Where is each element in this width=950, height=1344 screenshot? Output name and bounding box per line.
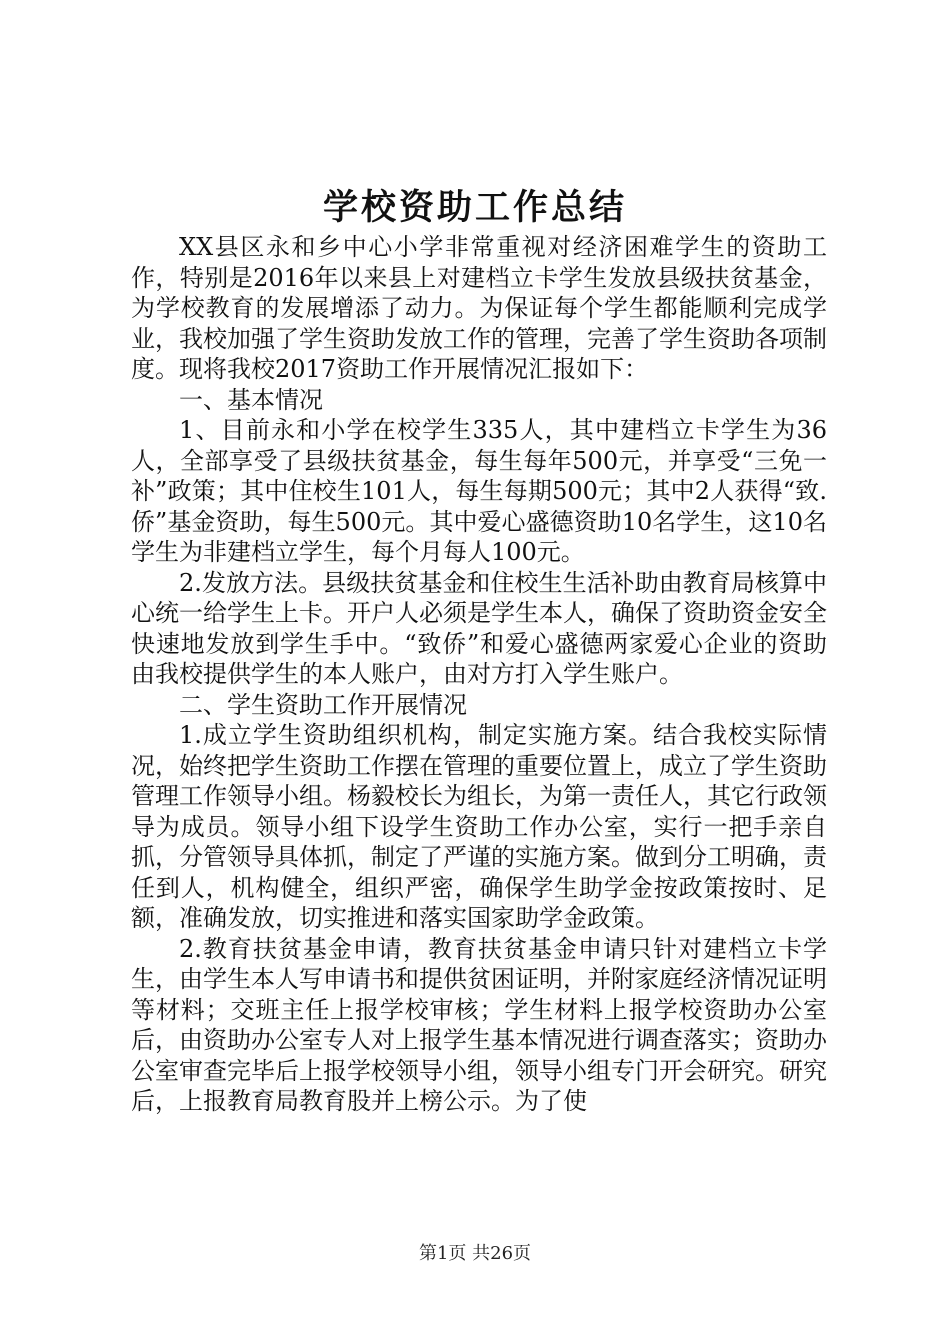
document-body <box>131 232 827 1117</box>
paragraph-distribution-method: 2.发放方法。县级扶贫基金和住校生生活补助由教育局核算中心统一给学生上卡。开户人必须是学生本人，确保了资助资金安全快速地发放到学生手中。“致侨”和爱心盛德两家爱心企业的资助由我校提供学生的本人账户，由对方打入学生账户。 <box>131 568 827 688</box>
paragraph-student-numbers: 1、目前永和小学在校学生335人，其中建档立卡学生为36人，全部享受了县级扶贫基金，每生每年500元，并享受“三免一补”政策；其中住校生101人，每生每期500元；其中2人获得“致.侨”基金资助，每生500元。其中爱心盛德资助10名学生，这10名学生为非建档立学生，每个月每人100元。 <box>131 416 827 566</box>
section-heading-basic-situation: 一、基本情况 <box>179 385 323 414</box>
page-number-footer: 第1页 共26页 <box>418 1243 532 1264</box>
paragraph-intro: XX县区永和乡中心小学非常重视对经济困难学生的资助工作，特别是2016年以来县上对建档立卡学生发放县级扶贫基金，为学校教育的发展增添了动力。为保证每个学生都能顺利完成学业，我校加强了学生资助发放工作的管理，完善了学生资助各项制度。现将我校2017资助工作开展情况汇报如下： <box>131 233 827 383</box>
section-heading-work-progress: 二、学生资助工作开展情况 <box>179 690 467 719</box>
paragraph-organization: 1.成立学生资助组织机构，制定实施方案。结合我校实际情况，始终把学生资助工作摆在管理的重要位置上，成立了学生资助管理工作领导小组。杨毅校长为组长，为第一责任人，其它行政领导为成员。领导小组下设学生资助工作办公室，实行一把手亲自抓，分管领导具体抓，制定了严谨的实施方案。做到分工明确，责任到人，机构健全，组织严密，确保学生助学金按政策按时、足额，准确发放，切实推进和落实国家助学金政策。 <box>131 721 827 932</box>
document-title: 学校资助工作总结 <box>322 187 627 228</box>
paragraph-fund-application: 2.教育扶贫基金申请，教育扶贫基金申请只针对建档立卡学生，由学生本人写申请书和提供贫困证明，并附家庭经济情况证明等材料；交班主任上报学校审核；学生材料上报学校资助办公室后，由资助办公室专人对上报学生基本情况进行调查落实；资助办公室审查完毕后上报学校领导小组，领导小组专门开会研究。研究后，上报教育局教育股并上榜公示。为了使 <box>131 934 827 1115</box>
